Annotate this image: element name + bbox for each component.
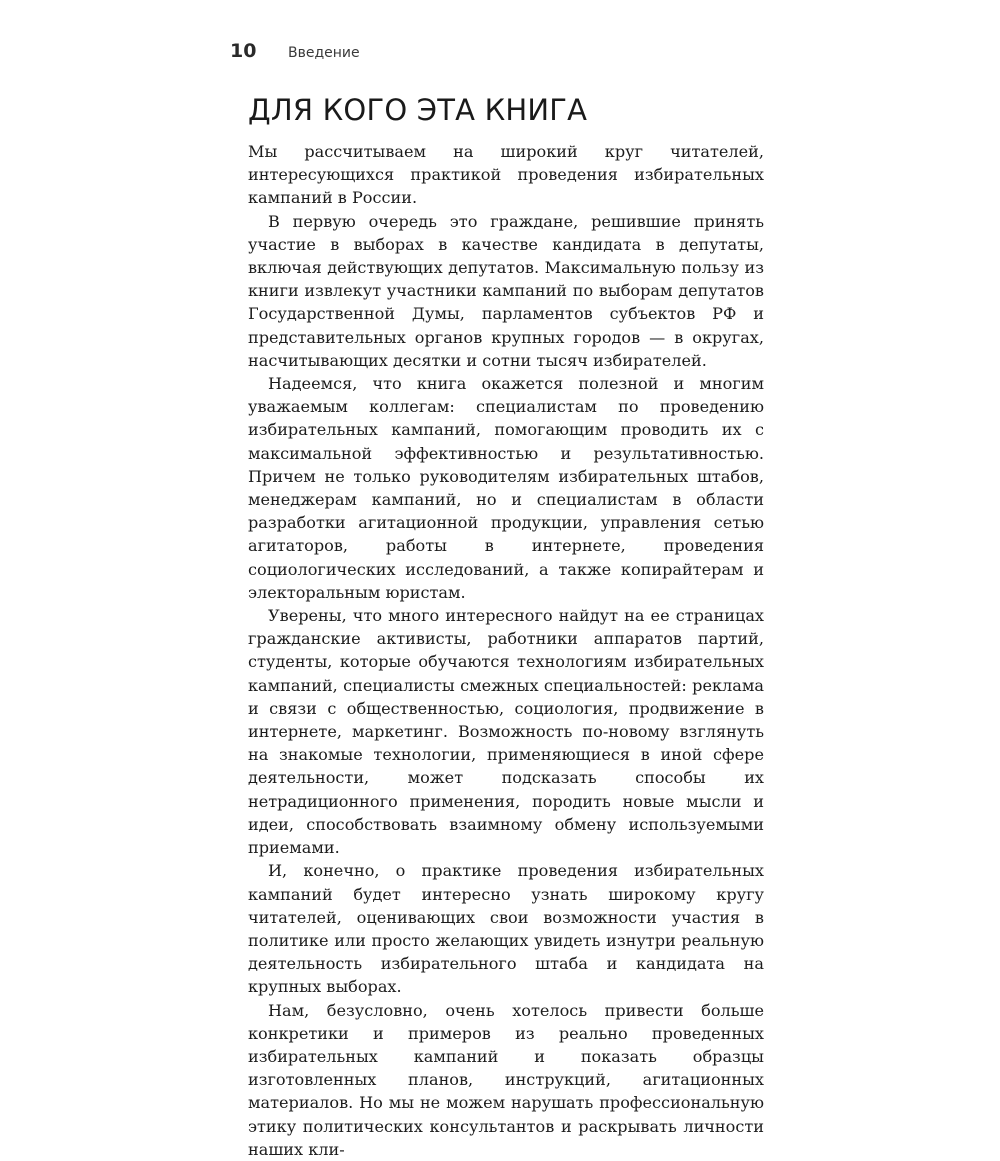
page-number: 10 xyxy=(230,40,257,62)
body-text xyxy=(248,140,764,1161)
paragraph: Уверены, что много интересного найдут на ее страницах гражданские активисты, работники аппаратов партий, студенты, которые обучаются технологиям избирательных кампаний, специалисты смежных специальностей: реклама и связи с общественностью, социология, продвижение в интернете, маркетинг. Возможность по-новому взглянуть на знакомые технологии, применяющиеся в иной сфере деятельности, может подсказать способы их нетрадиционного применения, породить новые мысли и идеи, способствовать взаимному обмену используемыми приемами. xyxy=(248,606,764,858)
chapter-title: ДЛЯ КОГО ЭТА КНИГА xyxy=(248,93,588,127)
paragraph: И, конечно, о практике проведения избирательных кампаний будет интересно узнать широкому кругу читателей, оценивающих свои возможности участия в политике или просто желающих увидеть изнутри реальную деятельность избирательного штаба и кандидата на крупных выборах. xyxy=(248,861,764,997)
paragraph: Нам, безусловно, очень хотелось привести больше конкретики и примеров из реально проведенных избирательных кампаний и показать образцы изготовленных планов, инструкций, агитационных материалов. Но мы не можем нарушать профессиональную этику политических консультантов и раскрывать личности наших кли- xyxy=(248,1000,764,1159)
paragraph: Надеемся, что книга окажется полезной и многим уважаемым коллегам: специалистам по проведению избирательных кампаний, помогающим проводить их с максимальной эффективностью и результативностью. Причем не только руководителям избирательных штабов, менеджерам кампаний, но и специалистам в области разработки агитационной продукции, управления сетью агитаторов, работы в интернете, проведения социологических исследований, а также копирайтерам и электоральным юристам. xyxy=(248,374,764,602)
paragraph: Мы рассчитываем на широкий круг читателей, интересующихся практикой проведения избирательных кампаний в России. xyxy=(248,142,764,208)
paragraph: В первую очередь это граждане, решившие принять участие в выборах в качестве кандидата в депутаты, включая действующих депутатов. Максимальную пользу из книги извлекут участники кампаний по выборам депутатов Государственной Думы, парламентов субъектов РФ и представительных органов крупных городов — в округах, насчитывающих десятки и сотни тысяч избирателей. xyxy=(248,211,764,370)
running-head xyxy=(230,40,764,74)
section-name: Введение xyxy=(288,45,360,61)
book-page xyxy=(230,40,764,1161)
